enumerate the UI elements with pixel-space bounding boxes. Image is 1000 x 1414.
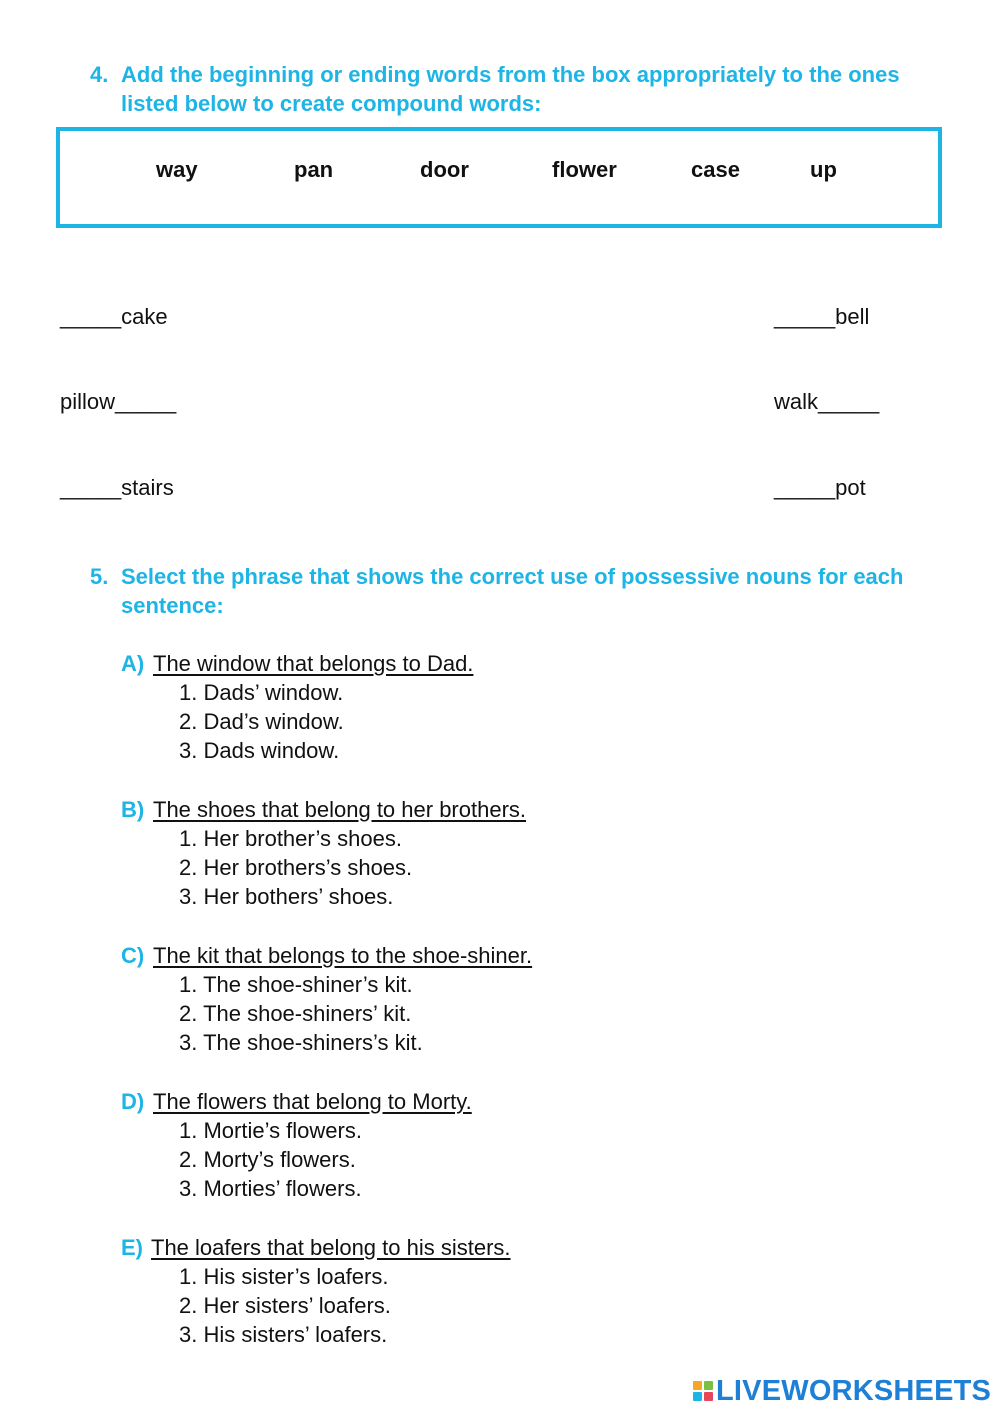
item-prompt-b: The shoes that belong to her brothers. bbox=[153, 797, 527, 822]
compound-blank[interactable]: _____pot bbox=[774, 475, 866, 500]
question-5-instruction: Select the phrase that shows the correct use of possessive nouns for each sentence: bbox=[121, 564, 904, 618]
liveworksheets-logo-icon bbox=[693, 1381, 713, 1401]
answer-option[interactable]: 1. Dads’ window. bbox=[179, 680, 344, 705]
answer-option[interactable]: 2. Her brothers’s shoes. bbox=[179, 855, 413, 880]
item-prompt-e: The loafers that belong to his sisters. bbox=[151, 1235, 511, 1260]
answer-option[interactable]: 1. His sister’s loafers. bbox=[179, 1264, 389, 1289]
item-label-c: C) bbox=[121, 943, 145, 968]
word-bank-word: case bbox=[691, 157, 740, 182]
compound-blank[interactable]: _____bell bbox=[774, 304, 870, 329]
question-5-number: 5. bbox=[90, 564, 109, 589]
answer-option[interactable]: 3. Her bothers’ shoes. bbox=[179, 884, 394, 909]
question-4-instruction: Add the beginning or ending words from the box appropriately to the ones listed below to create compound words: bbox=[121, 62, 900, 116]
logo-wordmark: LIVEWORKSHEETS bbox=[716, 1374, 992, 1407]
answer-option[interactable]: 3. Dads window. bbox=[179, 738, 340, 763]
word-bank-word: up bbox=[810, 157, 837, 182]
word-bank-word: flower bbox=[552, 157, 617, 182]
item-label-e: E) bbox=[121, 1235, 143, 1260]
item-label-b: B) bbox=[121, 797, 145, 822]
item-label-a: A) bbox=[121, 651, 145, 676]
answer-option[interactable]: 2. Dad’s window. bbox=[179, 709, 344, 734]
item-prompt-d: The flowers that belong to Morty. bbox=[153, 1089, 472, 1114]
answer-option[interactable]: 3. Morties’ flowers. bbox=[179, 1176, 362, 1201]
compound-blank[interactable]: _____cake bbox=[60, 304, 168, 329]
answer-option[interactable]: 1. Her brother’s shoes. bbox=[179, 826, 402, 851]
word-bank-word: door bbox=[420, 157, 469, 182]
compound-blank[interactable]: pillow_____ bbox=[60, 389, 177, 414]
item-prompt-c: The kit that belongs to the shoe-shiner. bbox=[153, 943, 533, 968]
answer-option[interactable]: 2. Her sisters’ loafers. bbox=[179, 1293, 391, 1318]
answer-option[interactable]: 1. The shoe-shiner’s kit. bbox=[179, 972, 413, 997]
answer-option[interactable]: 3. His sisters’ loafers. bbox=[179, 1322, 388, 1347]
compound-blank[interactable]: _____stairs bbox=[60, 475, 174, 500]
word-bank-word: pan bbox=[294, 157, 334, 182]
liveworksheets-logo[interactable] bbox=[693, 1376, 991, 1406]
answer-option[interactable]: 1. Mortie’s flowers. bbox=[179, 1118, 362, 1143]
answer-option[interactable]: 3. The shoe-shiners’s kit. bbox=[179, 1030, 423, 1055]
item-prompt-a: The window that belongs to Dad. bbox=[153, 651, 474, 676]
compound-blank[interactable]: walk_____ bbox=[774, 389, 880, 414]
item-label-d: D) bbox=[121, 1089, 145, 1114]
word-bank-word: way bbox=[156, 157, 198, 182]
question-4-number: 4. bbox=[90, 62, 109, 87]
answer-option[interactable]: 2. Morty’s flowers. bbox=[179, 1147, 356, 1172]
answer-option[interactable]: 2. The shoe-shiners’ kit. bbox=[179, 1001, 412, 1026]
